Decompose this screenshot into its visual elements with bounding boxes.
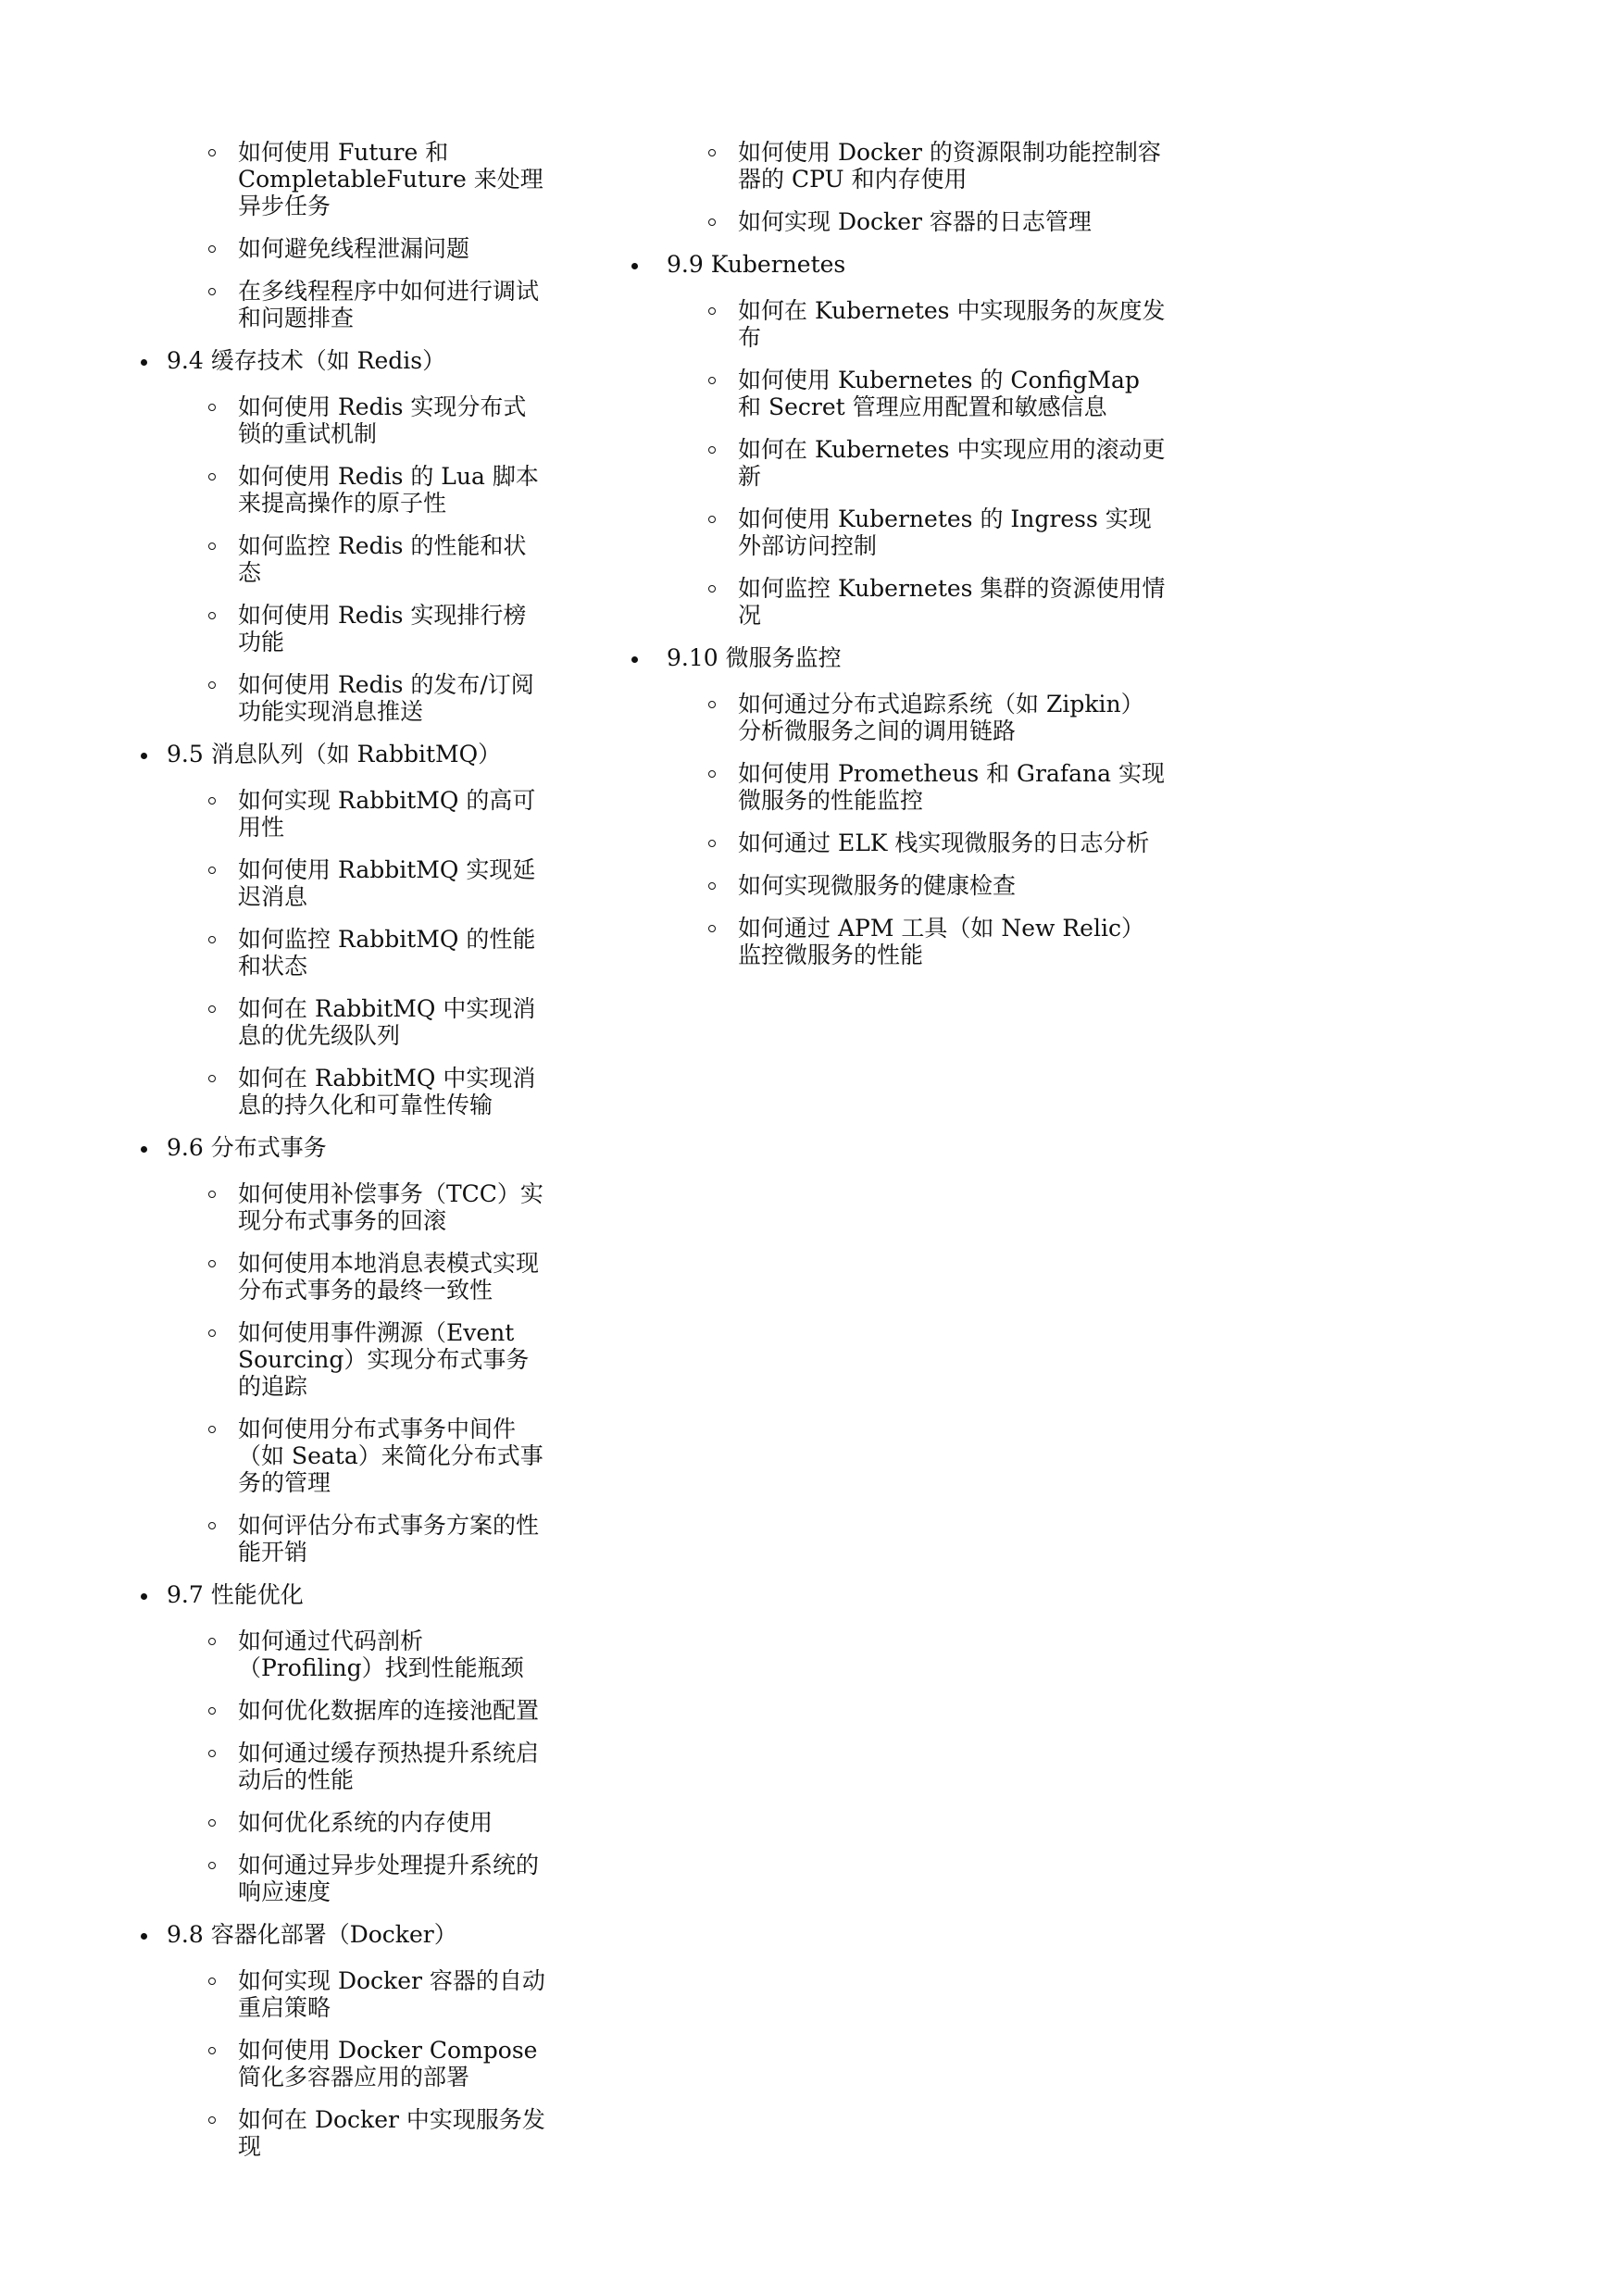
list-item: 如何在 Kubernetes 中实现应用的滚动更新 [611, 436, 1185, 490]
section-9-8 [0, 1921, 611, 2160]
section-title: 9.7 性能优化 [0, 1581, 611, 1609]
list-item: 如何在 RabbitMQ 中实现消息的持久化和可靠性传输 [0, 1065, 611, 1118]
left-sections [0, 347, 611, 2160]
list-item: 如何通过异步处理提升系统的响应速度 [0, 1852, 611, 1905]
section-title: 9.10 微服务监控 [611, 644, 1185, 672]
list-item: 如何避免线程泄漏问题 [0, 235, 611, 262]
list-item: 如何在 Kubernetes 中实现服务的灰度发布 [611, 297, 1185, 351]
list-item: 如何监控 RabbitMQ 的性能和状态 [0, 926, 611, 980]
section-9-6 [0, 1134, 611, 1566]
list-item: 如何使用 Kubernetes 的 ConfigMap 和 Secret 管理应用配置和敏感信息 [611, 367, 1185, 420]
list-item: 如何使用补偿事务（TCC）实现分布式事务的回滚 [0, 1180, 611, 1234]
section-title: 9.8 容器化部署（Docker） [0, 1921, 611, 1949]
list-item: 如何优化系统的内存使用 [0, 1809, 611, 1836]
list-item: 如何通过分布式追踪系统（如 Zipkin）分析微服务之间的调用链路 [611, 691, 1185, 744]
list-item: 如何使用 Future 和 CompletableFuture 来处理异步任务 [0, 139, 611, 219]
list-item: 如何使用 Redis 的 Lua 脚本来提高操作的原子性 [0, 463, 611, 517]
list-item: 如何使用分布式事务中间件（如 Seata）来简化分布式事务的管理 [0, 1416, 611, 1496]
list-item: 如何优化数据库的连接池配置 [0, 1697, 611, 1724]
list-item: 如何使用 Kubernetes 的 Ingress 实现外部访问控制 [611, 505, 1185, 559]
list-item: 如何通过 APM 工具（如 New Relic）监控微服务的性能 [611, 915, 1185, 968]
section-9-4 [0, 347, 611, 725]
list-item: 如何使用 Redis 的发布/订阅功能实现消息推送 [0, 671, 611, 725]
list-item: 如何使用 Docker Compose 简化多容器应用的部署 [0, 2037, 611, 2090]
list-item: 如何使用 Prometheus 和 Grafana 实现微服务的性能监控 [611, 760, 1185, 814]
section-title: 9.4 缓存技术（如 Redis） [0, 347, 611, 375]
right-sections [611, 251, 1185, 968]
list-item: 如何监控 Kubernetes 集群的资源使用情况 [611, 575, 1185, 629]
list-item: 如何通过缓存预热提升系统启动后的性能 [0, 1740, 611, 1793]
list-item: 如何使用 RabbitMQ 实现延迟消息 [0, 856, 611, 910]
section-9-9 [611, 251, 1185, 629]
list-item: 如何评估分布式事务方案的性能开销 [0, 1512, 611, 1566]
list-item: 如何使用 Redis 实现分布式锁的重试机制 [0, 393, 611, 447]
section-title: 9.9 Kubernetes [611, 251, 1185, 279]
list-item: 如何通过 ELK 栈实现微服务的日志分析 [611, 830, 1185, 856]
right-leading-items [611, 139, 1185, 235]
list-item: 如何实现 Docker 容器的自动重启策略 [0, 1967, 611, 2021]
list-item: 如何实现微服务的健康检查 [611, 872, 1185, 899]
list-item: 如何使用本地消息表模式实现分布式事务的最终一致性 [0, 1250, 611, 1304]
list-item: 如何在 Docker 中实现服务发现 [0, 2106, 611, 2160]
list-item: 在多线程程序中如何进行调试和问题排查 [0, 278, 611, 331]
section-9-10 [611, 644, 1185, 968]
section-title: 9.5 消息队列（如 RabbitMQ） [0, 741, 611, 768]
section-title: 9.6 分布式事务 [0, 1134, 611, 1162]
section-9-7 [0, 1581, 611, 1905]
list-item: 如何实现 RabbitMQ 的高可用性 [0, 787, 611, 841]
left-leading-items [0, 139, 611, 331]
list-item: 如何在 RabbitMQ 中实现消息的优先级队列 [0, 995, 611, 1049]
section-9-5 [0, 741, 611, 1118]
list-item: 如何使用 Docker 的资源限制功能控制容器的 CPU 和内存使用 [611, 139, 1185, 193]
right-column [611, 0, 1185, 984]
list-item: 如何监控 Redis 的性能和状态 [0, 532, 611, 586]
list-item: 如何实现 Docker 容器的日志管理 [611, 208, 1185, 235]
left-column [0, 0, 611, 2176]
list-item: 如何通过代码剖析（Profiling）找到性能瓶颈 [0, 1628, 611, 1681]
list-item: 如何使用 Redis 实现排行榜功能 [0, 602, 611, 655]
list-item: 如何使用事件溯源（Event Sourcing）实现分布式事务的追踪 [0, 1319, 611, 1400]
